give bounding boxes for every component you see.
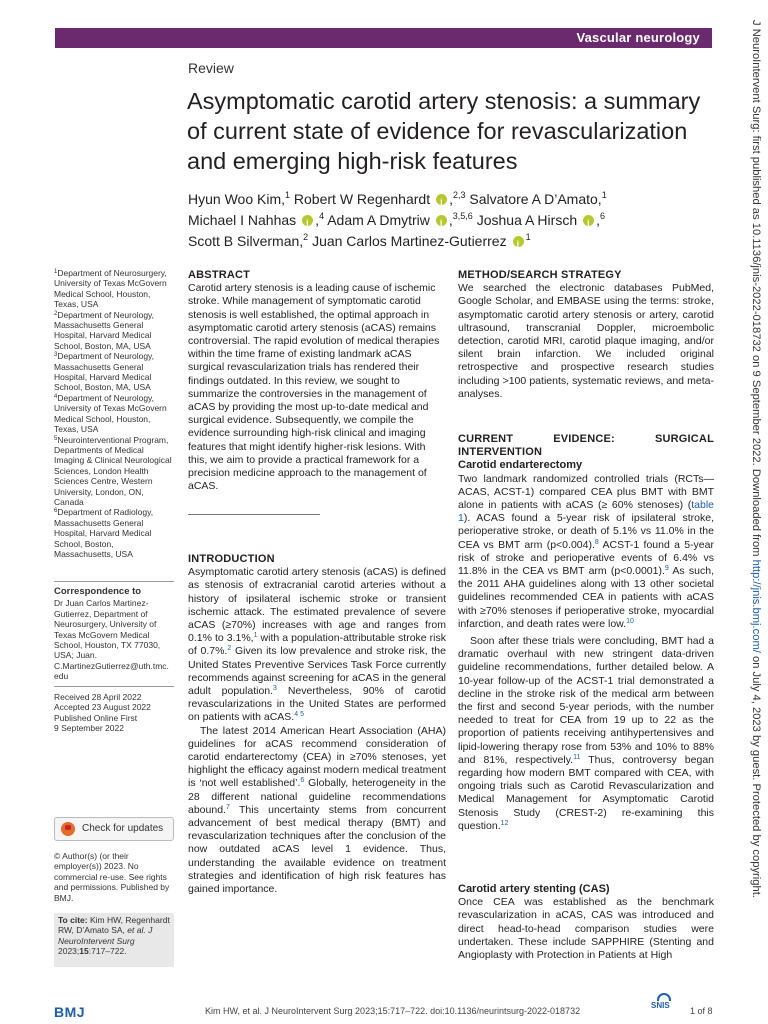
citation-link[interactable]: 12	[500, 819, 509, 827]
affiliation: Department of Radiology, Massachusetts General Hospital, Harvard Medical School, Boston, Massachusetts, USA	[54, 507, 154, 559]
check-for-updates-label: Check for updates	[82, 823, 164, 834]
citation-link[interactable]: 10	[626, 617, 634, 625]
paragraph: Asymptomatic carotid artery stenosis (aCAS) is defined as stenosis of extracranial carotid arteries without a history of ipsilateral ischemic stroke or transient ischemic attack. The estimated prevalence of severe aCAS (≥70%) increases with age and ranges from 0.1% to 3.1%,$^1$ with a population-attributable stroke risk of 0.7%.$^2$ Given its low prevalence and stroke risk, the United States Preventive Services Task Force currently recommends against screening for aCAS in the general adult population.$^3$ Nevertheless, 90% of carotid revascularizations in the United States are performed on patients with aCAS.$^{4 5}$	[188, 566, 447, 724]
to-cite-label: To cite:	[58, 915, 88, 925]
bmj-logo[interactable]: BMJ	[54, 1004, 86, 1020]
citation-link[interactable]: 1	[253, 632, 258, 640]
article-dates	[54, 692, 174, 734]
orcid-icon[interactable]	[436, 215, 447, 226]
divider	[54, 581, 174, 582]
correspondence	[54, 587, 174, 682]
author[interactable]: Michael I Nahhas	[188, 212, 297, 228]
to-cite-box: To cite: Kim HW, Regenhardt RW, D’Amato SA, et al. J NeuroIntervent Surg 2023;15:717–722.	[54, 913, 174, 967]
orcid-icon[interactable]	[583, 215, 594, 226]
author[interactable]: Joshua A Hirsch	[476, 212, 578, 228]
correspondence-heading: Correspondence to	[54, 586, 142, 597]
paragraph: The latest 2014 American Heart Association (AHA) guidelines for aCAS recommend consideration of carotid endarterectomy (CEA) in ≥70% stenoses, yet highlight the efficacy against modern medical treatment is ‘not well established’.$^6$ Globally, heterogeneity in the 28 different national guideline recommendations abound.$^7$ This uncertainty stems from concurrent advancement of best medical therapy (BMT) and revascularization techniques after the conclusion of the now outdated aCAS level 1 evidence. Thus, understanding the available evidence on treatment strategies and identification of high risk features has gained importance.	[188, 724, 446, 896]
divider	[54, 686, 174, 687]
abstract-heading: ABSTRACT	[188, 269, 251, 281]
abstract-body: Carotid artery stenosis is a leading cause of ischemic stroke. While management of symptomatic carotid stenosis is well established, the optimal approach in asymptomatic carotid artery stenosis (aCAS) remains controversial. The rapid evolution of medical therapies within the time frame of existing landmark aCAS surgical revascularization trials has rendered their findings outdated. In this review, we sought to summarize the controversies in the management of aCAS by providing the most up-to-date medical and surgical evidence. Subsequently, we compile the evidence surrounding high-risk clinical and imaging features that might identify higher-risk lesions. With this, we aim to provide a practical framework for a precision medicine approach to the management of aCAS.	[188, 282, 440, 493]
citation-link[interactable]: 11	[573, 753, 581, 761]
paragraph: Soon after these trials were concluding, BMT had a dramatic overhaul with new stringent data-driven guideline recommendations, further detailed below. A 10-year follow-up of the ACST-1 trial demonstrated a decline in the stroke risk of the medical arm between the first and second 5-year periods, with the number needed to treat for CEA from 19 up to 22 as the proportion of patients receiving antihypertensives and lipid-lowering therapy rose from 53% and 10% to 88% and 81%, respectively.$^{11}$ Thus, controversy began regarding how modern BMT compared with CEA, with ongoing trials such as Carotid Revascularization and Medical Management for Asymptomatic Carotid Stenosis Study (CREST-2) re-examining this question.$^{12}$	[458, 635, 714, 832]
affiliation: Department of Neurology, Massachusetts General Hospital, Harvard Medical School, Boston, MA, USA	[54, 309, 155, 351]
copyright-notice: © Author(s) (or their employer(s)) 2023. No commercial re-use. See rights and permissions. Published by BMJ.	[54, 851, 170, 903]
author[interactable]: Hyun Woo Kim,	[188, 191, 285, 207]
citation-link[interactable]: 4 5	[294, 711, 304, 719]
paragraph: Once CEA was established as the benchmark revascularization in aCAS, CAS was introduced and direct head-to-head comparison studies were undertaken. These include SAPPHIRE (Stenting and Angioplasty with Protection in Patients at High	[458, 896, 714, 962]
citation-link[interactable]: 8	[594, 538, 599, 546]
footer-citation: Kim HW, et al. J NeuroIntervent Surg 2023;15:717–722. doi:10.1136/neurintsurg-2022-018732	[205, 1006, 581, 1016]
snis-logo: SNIS	[651, 1002, 670, 1010]
citation-link[interactable]: 3	[273, 685, 277, 693]
published-label: Published Online First	[54, 712, 138, 723]
author-list: Hyun Woo Kim,$^1$ Robert W Regenhardti ,$^{2,3}$ Salvatore A D’Amato,$^1$ Michael I Nahhasi ,$^4$ Adam A Dmytriwi ,$^{3,5,6}$ Joshua A Hirschi ,$^6$ Scott B Silverman,$^2$ Juan Carlos Martinez-Gutierrezi $^1$	[188, 189, 708, 252]
affiliation: Neurointerventional Program, Departments of Medical Imaging & Clinical Neurological Sciences, London Health Sciences Centre, Western University, London, ON, Canada	[54, 434, 172, 507]
affiliations: $^1$Department of Neurosurgery, University of Texas McGovern Medical School, Houston, Texas, USA $^2$Department of Neurology, Massachusetts General Hospital, Harvard Medical School, Boston, MA, USA $^3$Department of Neurology, Massachusetts General Hospital, Harvard Medical School, Boston, MA, USA $^4$Department of Neurology, University of Texas McGovern Medical School, Houston, Texas, USA $^5$Neurointerventional Program, Departments of Medical Imaging & Clinical Neurological Sciences, London Health Sciences Centre, Western University, London, ON, Canada $^6$Department of Radiology, Massachusetts General Hospital, Harvard Medical School, Boston, Massachusetts, USA	[54, 268, 172, 559]
orcid-icon[interactable]	[513, 236, 524, 247]
check-for-updates-button[interactable]	[54, 817, 174, 841]
abstract-section	[188, 269, 446, 493]
introduction-heading: INTRODUCTION	[188, 553, 275, 565]
current-evidence-heading: CURRENT EVIDENCE: SURGICAL INTERVENTION	[458, 433, 714, 459]
author[interactable]: Robert W Regenhardt	[293, 191, 431, 207]
author[interactable]: Adam A Dmytriw	[327, 212, 430, 228]
accepted-date: Accepted 23 August 2022	[54, 702, 151, 713]
orcid-icon[interactable]	[436, 194, 447, 205]
current-evidence-section	[458, 433, 714, 833]
orcid-icon[interactable]	[302, 215, 313, 226]
table-link[interactable]: table 1	[458, 499, 714, 525]
paragraph: We searched the electronic databases PubMed, Google Scholar, and EMBASE using the terms: stroke, asymptomatic carotid artery stenosis or artery, carotid ultrasound, transcranial Doppler, microembolic detection, carotid MRI, carotid plaque imaging, and/or silent brain infarction. We included original retrospective and prospective research studies including >100 patients, systematic reviews, and meta-analyses.	[458, 282, 714, 400]
section-banner	[55, 28, 712, 48]
paragraph: Two landmark randomized controlled trials (RCTs—ACAS, ACST-1) compared CEA plus BMT with BMT alone in patients with aCAS (≥ 60% stenoses) (table 1). ACAS found a 5-year risk of ipsilateral stroke, perioperative stroke, or death of 5.1% vs 11.0% in the CEA vs BMT arm (p<0.004).$^8$ ACST-1 found a 5-year risk of stroke and perioperative events of 6.4% vs 11.8% in the CEA vs BMT arm (p<0.0001).$^9$ As such, the 2011 AHA guidelines along with 13 other societal guidelines recommended CEA in patients with aCAS with ≥70% stenoses if perioperative stroke, myocardial infarction, and death rates were low.$^{10}$	[458, 472, 714, 630]
article-type: Review	[188, 60, 234, 76]
author[interactable]: Scott B Silverman,	[188, 233, 304, 249]
author[interactable]: Salvatore A D’Amato,	[469, 191, 602, 207]
author[interactable]: Juan Carlos Martinez-Gutierrez	[312, 233, 507, 249]
affiliation: Department of Neurology, Massachusetts General Hospital, Harvard Medical School, Boston, MA, USA	[54, 351, 155, 393]
method-heading: METHOD/SEARCH STRATEGY	[458, 269, 622, 281]
section-label: Vascular neurology	[576, 30, 700, 45]
snis-logo-icon	[657, 993, 671, 1001]
cas-subheading: Carotid artery stenting (CAS)	[458, 883, 610, 895]
citation-link[interactable]: 2	[227, 645, 232, 653]
article-title: Asymptomatic carotid artery stenosis: a summary of current state of evidence for revascularization and emerging high-risk features	[187, 88, 701, 174]
crossmark-icon	[61, 822, 75, 836]
affiliation: Department of Neurosurgery, University of Texas McGovern Medical School, Houston, Texas, USA	[54, 268, 167, 310]
introduction-section	[188, 553, 446, 896]
method-section	[458, 269, 714, 401]
affiliation: Department of Neurology, University of Texas McGovern Medical School, Houston, Texas, USA	[54, 392, 167, 435]
received-date: Received 28 April 2022	[54, 692, 142, 702]
download-notice: J NeuroIntervent Surg: first published as 10.1136/jnis-2022-018732 on 9 September 2022. Downloaded from http://jnis.bmj.com/ on July 4, 2023 by guest. Protected by copyright.	[750, 20, 762, 898]
divider	[188, 514, 320, 515]
published-date: 9 September 2022	[54, 723, 124, 734]
citation-link[interactable]: 9	[664, 565, 669, 573]
cas-section	[458, 883, 714, 962]
cea-subheading: Carotid endarterectomy	[458, 459, 583, 472]
citation-link[interactable]: 7	[225, 803, 230, 811]
correspondence-text: Dr Juan Carlos Martinez-Gutierrez, Department of Neurosurgery, University of Texas McGovern Medical School, Houston, TX 77030, USA; Juan. C.MartinezGutierrez@uth.tmc. edu	[54, 598, 169, 682]
page-number: 1 of 8	[690, 1006, 713, 1016]
citation-link[interactable]: 6	[300, 777, 305, 785]
journal-link[interactable]: http://jnis.bmj.com/	[750, 559, 762, 653]
